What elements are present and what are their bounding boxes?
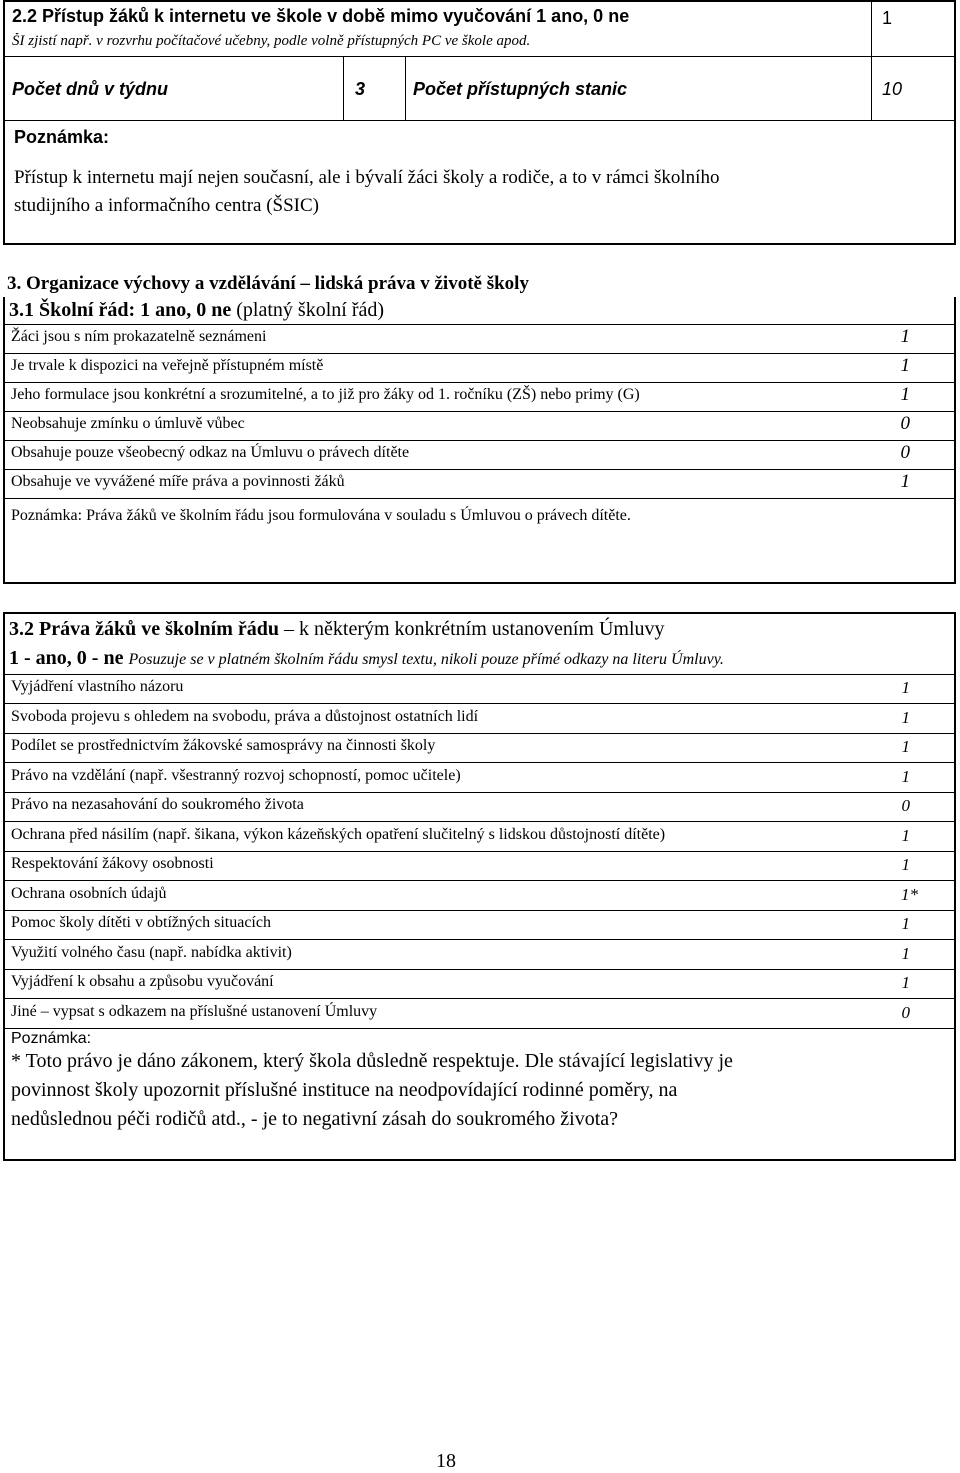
divider — [871, 56, 872, 120]
item-value: 1 — [901, 766, 910, 786]
section-3-2-box — [3, 612, 956, 1161]
item-label: Neobsahuje zmínku o úmluvě vůbec — [11, 415, 245, 432]
section-2-2-box — [3, 0, 956, 245]
note-text: Přístup k internetu mají nejen současní, ale i bývalí žáci školy a rodiče, a to v rámci školního — [14, 167, 720, 188]
page-number: 18 — [436, 1450, 456, 1472]
item-value: 0 — [900, 442, 910, 463]
days-value: 3 — [355, 79, 366, 99]
item-value: 1 — [900, 471, 910, 492]
list-item — [5, 941, 954, 970]
divider — [871, 2, 872, 56]
list-item — [5, 441, 954, 470]
section-3-2-title-bold: 3.2 Práva žáků ve školním řádu — [9, 618, 280, 640]
item-value: 0 — [900, 413, 910, 434]
section-2-2-subtitle: ŠI zjistí např. v rozvrhu počítačové učebny, podle volně přístupných PC ve škole apod. — [12, 33, 531, 49]
section-3-1-title — [9, 299, 384, 322]
list-item — [5, 412, 954, 441]
list-item — [5, 911, 954, 940]
section-3-2-note-text: * Toto právo je dáno zákonem, který škola důsledně respektuje. Dle stávající legislativy je — [11, 1050, 733, 1072]
stations-value: 10 — [882, 79, 903, 99]
section-3-1-title-normal: (platný školní řád) — [236, 299, 385, 321]
item-value: 1 — [901, 855, 910, 874]
list-item — [5, 970, 954, 999]
item-value: 1 — [901, 707, 910, 727]
item-label: Vyjádření vlastního názoru — [11, 678, 184, 695]
item-label: Využití volného času (např. nabídka aktivit) — [11, 943, 292, 961]
list-item — [5, 705, 954, 734]
list-item — [5, 325, 954, 354]
list-item — [5, 1000, 954, 1029]
section-3-1-box — [3, 297, 956, 584]
section-3-2-note-text: povinnost školy upozornit příslušné instituce na neodpovídající rodinné poměry, na — [11, 1079, 678, 1101]
item-label: Ochrana před násilím (např. šikana, výkon kázeňských opatření slučitelný s lidskou důstojností dítěte) — [11, 825, 666, 843]
list-item — [5, 470, 954, 499]
item-value: 0 — [901, 1002, 910, 1022]
item-label: Je trvale k dispozici na veřejně přístupném místě — [11, 357, 324, 374]
item-value: 1 — [901, 825, 910, 845]
list-item — [5, 852, 954, 881]
section-3-2-note-label: Poznámka: — [11, 1030, 92, 1047]
section-3-2-title-normal: – k některým konkrétním ustanovením Úmluvy — [284, 618, 665, 640]
section-3-2-legend — [9, 647, 724, 670]
list-item — [5, 354, 954, 383]
note-label: Poznámka: — [14, 127, 110, 147]
divider — [405, 56, 406, 120]
item-label: Právo na vzdělání (např. všestranný rozvoj schopností, pomoc učitele) — [11, 766, 461, 784]
section-2-2-title: 2.2 Přístup žáků k internetu ve škole v době mimo vyučování 1 ano, 0 ne — [12, 6, 630, 26]
divider — [5, 120, 954, 121]
divider — [5, 56, 954, 57]
item-label: Svoboda projevu s ohledem na svobodu, práva a důstojnost ostatních lidí — [11, 707, 479, 725]
item-label: Ochrana osobních údajů — [11, 884, 167, 902]
section-3-heading: 3. Organizace výchovy a vzdělávání – lidská práva v životě školy — [7, 273, 529, 294]
item-value: 1 — [901, 678, 910, 697]
item-label: Žáci jsou s ním prokazatelně seznámeni — [11, 328, 267, 345]
list-item — [5, 823, 954, 852]
item-value: 1 — [901, 737, 910, 756]
section-2-2-value: 1 — [882, 8, 893, 28]
item-value: 1 — [900, 355, 910, 376]
section-3-2-title — [9, 618, 665, 641]
list-item — [5, 734, 954, 763]
list-item — [5, 675, 954, 704]
item-value: 1 — [901, 973, 910, 992]
divider — [343, 56, 344, 120]
item-value: 1* — [901, 884, 918, 904]
item-value: 1 — [900, 326, 910, 347]
note-text: studijního a informačního centra (ŠSIC) — [14, 195, 319, 216]
legend-bold: 1 - ano, 0 - ne — [9, 647, 124, 669]
item-value: 1 — [900, 384, 910, 405]
item-label: Vyjádření k obsahu a způsobu vyučování — [11, 973, 274, 990]
section-3-1-title-bold: 3.1 Školní řád: 1 ano, 0 ne — [9, 299, 232, 321]
item-value: 1 — [901, 943, 910, 963]
section-3-2-note-text: nedůslednou péči rodičů atd., - je to negativní zásah do soukromého života? — [11, 1108, 619, 1130]
list-item — [5, 793, 954, 822]
list-item — [5, 764, 954, 793]
stations-label: Počet přístupných stanic — [413, 79, 628, 99]
item-label: Jiné – vypsat s odkazem na příslušné ustanovení Úmluvy — [11, 1002, 378, 1020]
item-label: Pomoc školy dítěti v obtížných situacích — [11, 914, 271, 931]
item-label: Jeho formulace jsou konkrétní a srozumitelné, a to již pro žáky od 1. ročníku (ZŠ) nebo primy (G) — [11, 386, 640, 403]
section-3-1-note: Poznámka: Práva žáků ve školním řádu jsou formulována v souladu s Úmluvou o právech dítěte. — [11, 507, 631, 524]
item-value: 0 — [901, 796, 910, 815]
legend-italic: Posuzuje se v platném školním řádu smysl textu, nikoli pouze přímé odkazy na literu Úmluvy. — [128, 651, 724, 668]
list-item — [5, 882, 954, 911]
item-label: Obsahuje ve vyvážené míře práva a povinnosti žáků — [11, 473, 345, 490]
item-label: Obsahuje pouze všeobecný odkaz na Úmluvu o právech dítěte — [11, 444, 410, 461]
list-item — [5, 383, 954, 412]
item-label: Podílet se prostřednictvím žákovské samosprávy na činnosti školy — [11, 737, 436, 754]
item-label: Právo na nezasahování do soukromého života — [11, 796, 304, 813]
item-label: Respektování žákovy osobnosti — [11, 855, 214, 872]
days-label: Počet dnů v týdnu — [12, 79, 169, 99]
item-value: 1 — [901, 914, 910, 933]
